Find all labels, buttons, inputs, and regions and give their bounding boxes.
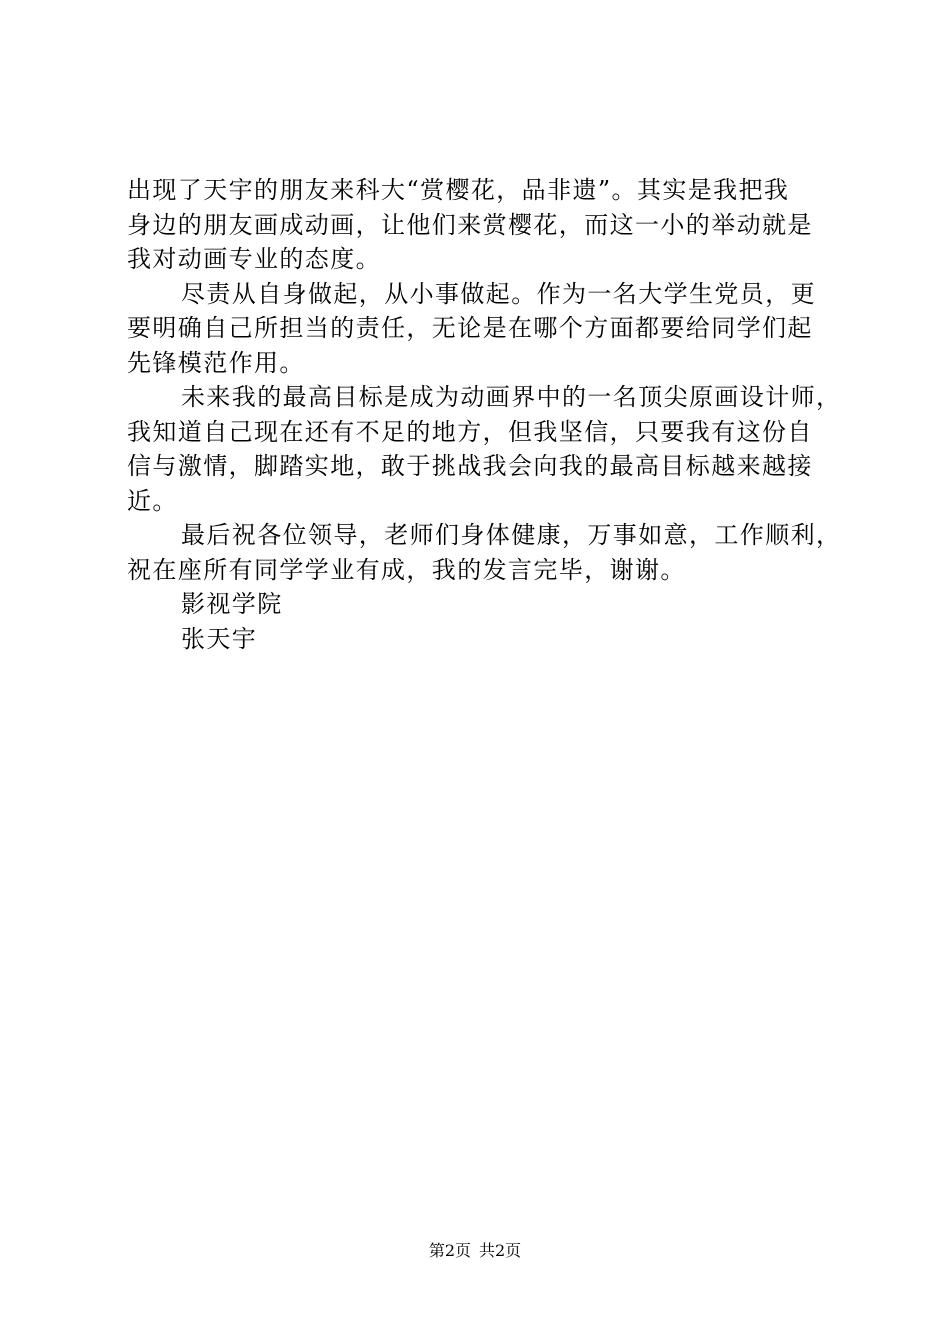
paragraph-start-line: 尽责从自身做起，从小事做起。作为一名大学生党员，更 bbox=[181, 279, 816, 308]
paragraph-start-line: 未来我的最高目标是成为动画界中的一名顶尖原画设计师， bbox=[181, 383, 842, 411]
text-line: 信与激情，脚踏实地，敢于挑战我会向我的最高目标越来越接 bbox=[127, 452, 813, 480]
text-line: 身边的朋友画成动画，让他们来赏樱花，而这一小的举动就是 bbox=[127, 210, 813, 239]
paragraph-start-line: 最后祝各位领导，老师们身体健康，万事如意，工作顺利， bbox=[181, 521, 842, 549]
signature-name: 张天宇 bbox=[181, 624, 258, 653]
page-number-current: 第2页 bbox=[428, 1241, 471, 1260]
page-footer bbox=[0, 1240, 950, 1262]
text-line: 要明确自己所担当的责任，无论是在哪个方面都要给同学们起 bbox=[127, 314, 813, 342]
text-line: 近。 bbox=[127, 486, 178, 515]
page-number-total: 共2页 bbox=[479, 1241, 522, 1260]
body-text bbox=[127, 173, 842, 656]
text-line: 我对动画专业的态度。 bbox=[127, 245, 381, 273]
text-line: 先锋模范作用。 bbox=[127, 348, 305, 377]
text-line: 祝在座所有同学学业有成，我的发言完毕，谢谢。 bbox=[127, 555, 686, 584]
text-line: 出现了天宇的朋友来科大“赏樱花，品非遗”。其实是我把我 bbox=[127, 176, 790, 204]
text-line: 我知道自己现在还有不足的地方，但我坚信，只要我有这份自 bbox=[127, 417, 813, 446]
signature-school: 影视学院 bbox=[181, 590, 283, 618]
